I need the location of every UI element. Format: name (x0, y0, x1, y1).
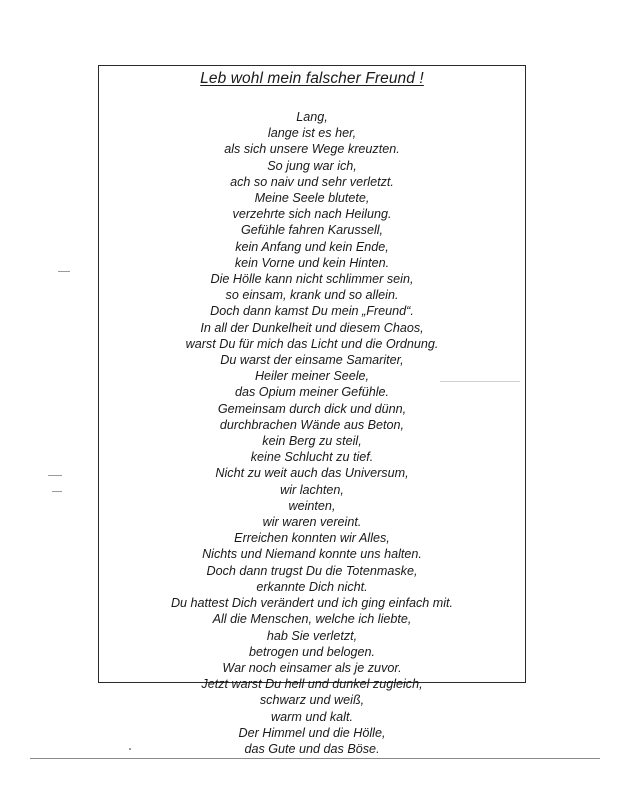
poem-line: verzehrte sich nach Heilung. (232, 207, 392, 222)
poem-line: so einsam, krank und so allein. (225, 288, 399, 303)
scan-mark (52, 491, 62, 492)
poem-line: Du hattest Dich verändert und ich ging einfach mit. (170, 596, 454, 611)
poem-title: Leb wohl mein falscher Freund ! (200, 70, 424, 87)
poem-line: schwarz und weiß, (259, 693, 365, 708)
poem-line: Die Hölle kann nicht schlimmer sein, (210, 272, 414, 287)
poem-line: Der Himmel und die Hölle, (238, 725, 386, 740)
poem-line: kein Anfang und kein Ende, (235, 239, 389, 254)
poem-line: Gefühle fahren Karussell, (240, 223, 384, 238)
poem-line: lange ist es her, (267, 126, 357, 141)
poem-line: das Gute und das Böse. (244, 741, 380, 756)
poem-line: Meine Seele blutete, (254, 191, 370, 206)
scan-mark (129, 748, 131, 750)
poem-line: kein Vorne und kein Hinten. (234, 255, 390, 270)
poem-line: So jung war ich, (267, 158, 357, 173)
poem-line: betrogen und belogen. (248, 644, 376, 659)
poem-line: kein Berg zu steil, (262, 434, 362, 449)
poem-line: Nichts und Niemand konnte uns halten. (202, 547, 422, 562)
poem-line: erkannte Dich nicht. (256, 579, 368, 594)
poem-frame (98, 65, 526, 756)
poem-line: wir waren vereint. (262, 515, 362, 530)
poem-line: ach so naiv und sehr verletzt. (230, 174, 394, 189)
poem-line: warst Du für mich das Licht und die Ordnung. (185, 336, 439, 351)
poem-line: Du warst der einsame Samariter, (220, 353, 404, 368)
poem-line: als sich unsere Wege kreuzten. (224, 142, 400, 157)
poem-line: In all der Dunkelheit und diesem Chaos, (200, 320, 424, 335)
scan-mark (440, 381, 520, 382)
poem-line: Nicht zu weit auch das Universum, (215, 466, 409, 481)
poem-line: Jetzt warst Du hell und dunkel zugleich, (201, 677, 423, 692)
scan-mark (58, 271, 70, 272)
poem-line: All die Menschen, welche ich liebte, (212, 612, 412, 627)
poem-line: Lang, (296, 110, 328, 124)
poem-line: das Opium meiner Gefühle. (235, 385, 389, 400)
poem-line: wir lachten, (280, 482, 344, 497)
poem-body (99, 109, 525, 757)
poem-line: Heiler meiner Seele, (254, 369, 370, 384)
poem-line: Doch dann kamst Du mein „Freund“. (210, 304, 414, 319)
scan-mark (48, 475, 62, 476)
poem-line: durchbrachen Wände aus Beton, (219, 417, 405, 432)
poem-line: Erreichen konnten wir Alles, (234, 531, 390, 546)
poem-line: War noch einsamer als je zuvor. (222, 660, 402, 675)
poem-line: weinten, (288, 498, 336, 513)
poem-line: warm und kalt. (271, 709, 353, 724)
poem-line: Doch dann trugst Du die Totenmaske, (206, 563, 418, 578)
poem-line: hab Sie verletzt, (266, 628, 358, 643)
scan-rule (30, 758, 600, 759)
poem-line: Gemeinsam durch dick und dünn, (217, 401, 407, 416)
poem-line: keine Schlucht zu tief. (250, 450, 374, 465)
